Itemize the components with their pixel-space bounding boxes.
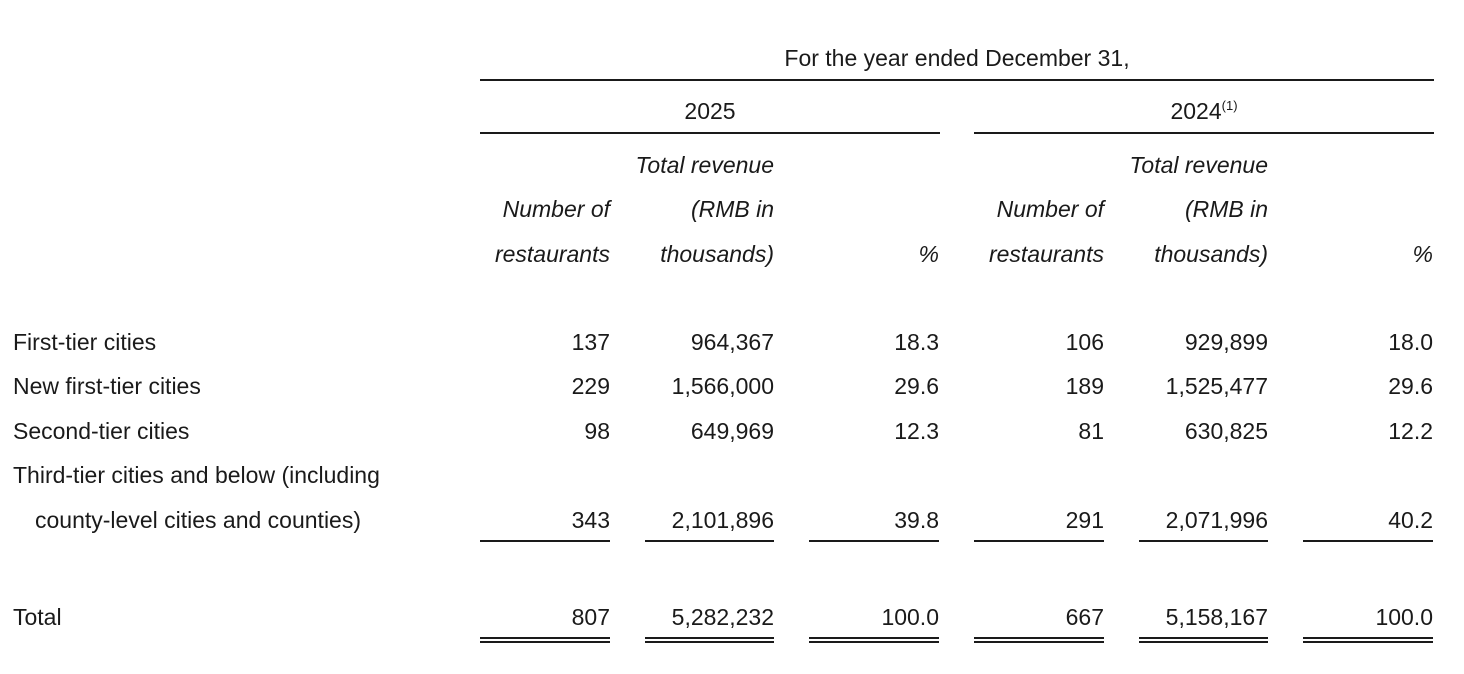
- table-cell: 12.2: [1388, 418, 1433, 444]
- table-cell: 2,071,996: [1165, 507, 1268, 533]
- col-percent: %: [1412, 241, 1433, 267]
- total-double-rule: [1303, 637, 1433, 643]
- subtotal-rule: [974, 540, 1104, 542]
- total-double-rule: [809, 637, 939, 643]
- year-prior: [974, 98, 1434, 125]
- table-cell: 12.3: [894, 418, 939, 444]
- total-label: Total: [13, 604, 62, 630]
- total-double-rule: [645, 637, 774, 643]
- table-cell: 343: [571, 507, 610, 533]
- year-current-rule: [480, 132, 940, 134]
- table-cell: 649,969: [690, 418, 774, 444]
- col-revenue-line3: thousands): [660, 241, 774, 267]
- total-cell: 5,282,232: [671, 604, 774, 630]
- row-label: Third-tier cities and below (including: [13, 462, 380, 488]
- table-cell: 81: [1078, 418, 1104, 444]
- table-cell: 18.3: [894, 329, 939, 355]
- total-cell: 100.0: [1375, 604, 1433, 630]
- table-cell: 929,899: [1184, 329, 1268, 355]
- col-revenue-line2: (RMB in: [1184, 196, 1268, 222]
- table-cell: 137: [571, 329, 610, 355]
- total-double-rule: [480, 637, 610, 643]
- year-current: 2025: [684, 98, 736, 124]
- table-cell: 98: [584, 418, 610, 444]
- col-revenue-line1: Total revenue: [635, 152, 774, 178]
- table-cell: 630,825: [1184, 418, 1268, 444]
- table-cell: 1,525,477: [1165, 373, 1268, 399]
- total-cell: 667: [1065, 604, 1104, 630]
- table-cell: 18.0: [1388, 329, 1433, 355]
- row-label: New first-tier cities: [13, 373, 201, 399]
- year-prior-rule: [974, 132, 1434, 134]
- table-cell: 964,367: [690, 329, 774, 355]
- col-revenue-line1: Total revenue: [1129, 152, 1268, 178]
- col-percent: %: [918, 241, 939, 267]
- table-cell: 106: [1065, 329, 1104, 355]
- subtotal-rule: [809, 540, 939, 542]
- table-cell: 40.2: [1388, 507, 1433, 533]
- col-restaurants-line2: restaurants: [988, 241, 1104, 267]
- year-prior-footnote: (1): [1221, 98, 1238, 113]
- table-cell: 29.6: [1388, 373, 1433, 399]
- table-cell: 2,101,896: [671, 507, 774, 533]
- col-revenue-line3: thousands): [1154, 241, 1268, 267]
- table-cell: 1,566,000: [671, 373, 774, 399]
- subtotal-rule: [1303, 540, 1433, 542]
- table-cell: 29.6: [894, 373, 939, 399]
- total-cell: 5,158,167: [1165, 604, 1268, 630]
- col-restaurants-line2: restaurants: [494, 241, 610, 267]
- year-prior-value: 2024: [1170, 98, 1222, 124]
- row-label-continued: county-level cities and counties): [35, 507, 361, 533]
- total-double-rule: [974, 637, 1104, 643]
- col-revenue-line2: (RMB in: [690, 196, 774, 222]
- total-cell: 100.0: [881, 604, 939, 630]
- subtotal-rule: [480, 540, 610, 542]
- col-restaurants-line1: Number of: [996, 196, 1104, 222]
- table-cell: 229: [571, 373, 610, 399]
- table-cell: 291: [1065, 507, 1104, 533]
- period-header: For the year ended December 31,: [784, 45, 1130, 71]
- row-label: First-tier cities: [13, 329, 157, 355]
- total-cell: 807: [571, 604, 610, 630]
- subtotal-rule: [1139, 540, 1268, 542]
- table-cell: 189: [1065, 373, 1104, 399]
- table-cell: 39.8: [894, 507, 939, 533]
- subtotal-rule: [645, 540, 774, 542]
- row-label: Second-tier cities: [13, 418, 190, 444]
- period-rule: [480, 79, 1434, 81]
- total-double-rule: [1139, 637, 1268, 643]
- col-restaurants-line1: Number of: [502, 196, 610, 222]
